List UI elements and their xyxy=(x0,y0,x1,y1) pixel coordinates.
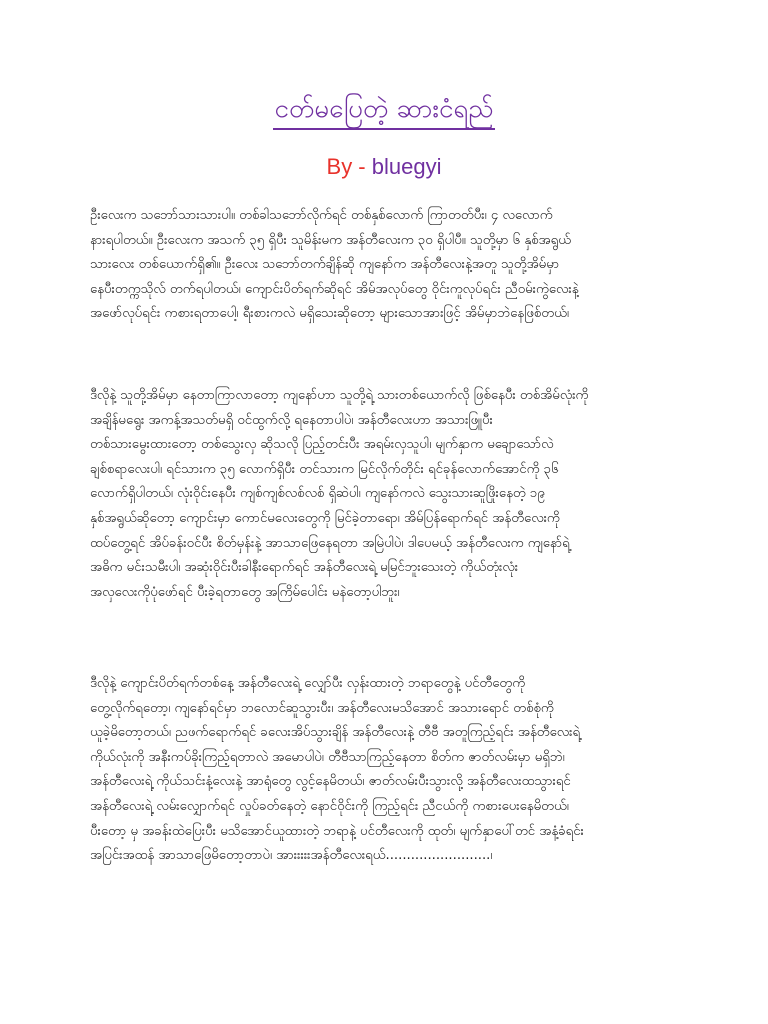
story-paragraph-1: ဦးလေးက သဘော်သားသားပါ။ တစ်ခါသဘော်လိုက်ရင် တစ်နှစ်လောက် ကြာတတ်ပီး၊ ၄ လလောက် နားရပါတယ်။ ဦးလေးက အသက် ၃၅ ရှိပီး သူမိန်းမက အန်တီလေးက ၃၀ ရှိပါပီ။ သူတို့မှာ ၆ နှစ်အရွယ် သားလေး တစ်ယောက်ရှိ၏။ ဦးလေး သဘော်တက်ချိန်ဆို ကျနော်က အန်တီလေးနဲ့အတူ သူတို့အိမ်မှာ နေပီးတက္ကသိုလ် တက်ရပါတယ်၊ ကျောင်းပိတ်ရက်ဆိုရင် အိမ်အလုပ်တွေ ဝိုင်းကူလုပ်ရင်း ညီဝမ်းကွဲလေးနဲ့ အဖော်လုပ်ရင်း ကစားရတာပေါ့၊ ရီးစားကလဲ မရှိသေးဆိုတော့ များသောအားဖြင့် အိမ်မှာဘဲနေဖြစ်တယ်၊ xyxy=(90,208,579,322)
story-title xyxy=(0,92,768,130)
story-paragraph-2: ဒီလိုနဲ့ သူတို့အိမ်မှာ နေတာကြာလာတော့ ကျနော်ဟာ သူတို့ရဲ့ သားတစ်ယောက်လို ဖြစ်နေပီး တစ်အိမ်လုံးကို အချိန်မရွေး အကန့်အသတ်မရှိ ဝင်ထွက်လို့ ရနေတာပါပဲ၊ အန်တီလေးဟာ အသားဖြူပီး တစ်သားမွေးထားတော့ တစ်သွေးလှ ဆိုသလို ပြည့်တင်းပီး အရမ်းလှသူပါ၊ မျက်နှာက မချောသော်လဲ ချစ်စရာလေးပါ၊ ရင်သားက ၃၅ လောက်ရှိပီး တင်သားက မြင်လိုက်တိုင်း ရင်ခုန်လောက်အောင်ကို ၃၆ လောက်ရှိပါတယ်၊ လုံးဝိုင်းနေပီး ကျစ်ကျစ်လစ်လစ် ရှိဆဲပါ၊ ကျနော်ကလဲ သွေးသားဆူဖြိုးနေတဲ့ ၁၉ နှစ်အရွယ်ဆိုတော့ ကျောင်းမှာ ကောင်မလေးတွေကို မြင်ခဲ့တာရော၊ အိမ်ပြန်ရောက်ရင် အန်တီလေးကို ထပ်တွေ့ရင် အိပ်ခန်းဝင်ပီး စိတ်မှန်းနဲ့ အာသာဖြေနေရတာ အမြဲပါပဲ၊ ဒါပေမယ့် အန်တီလေးက ကျနော်ရဲ့ အဓိက မင်းသမီးပါ၊ အဆုံးဝိုင်းပီးခါနီးရောက်ရင် အန်တီလေးရဲ့ မမြင်ဘူးသေးတဲ့ ကိုယ်တုံးလုံး အလှလေးကိုပုံဖော်ရင် ပီးခဲ့ရတာတွေ အကြိမ်ပေါင်း မနဲတော့ပါဘူး၊ xyxy=(90,388,589,600)
author-byline xyxy=(0,152,768,182)
author-name: bluegyi xyxy=(371,154,442,179)
story-title-text: ငတ်မပြေတဲ့ ဆားငံရည် xyxy=(273,92,496,130)
story-paragraph-3: ဒီလိုနဲ့ ကျောင်းပိတ်ရက်တစ်နေ့ အန်တီလေးရဲ့ လျှော်ပီး လှန်းထားတဲ့ ဘရာတွေနဲ့ ပင်တီတွေကို တွေ့လိုက်ရတော့၊ ကျနော်ရင်မှာ ဘလောင်ဆူသွားပီး၊ အန်တီလေးမသိအောင် အသားရောင် တစ်စုံကို ယူခဲ့မိတော့တယ်၊ ညဖက်ရောက်ရင် ခလေးအိပ်သွားချိန် အန်တီလေးနဲ့ တီဗီ အတူကြည့်ရင်း အန်တီလေးရဲ့ ကိုယ်လုံးကို အနီးကပ်ခိုးကြည့်ရတာလဲ အမောပါပဲ၊ တီဗီသာကြည့်နေတာ စိတ်က ဇာတ်လမ်းမှာ မရှိဘဲ၊ အန်တီလေးရဲ့ ကိုယ်သင်းနံ့လေးနဲ့ အာရုံတွေ လွင့်နေမိတယ်၊ ဇာတ်လမ်းပီးသွားလို့ အန်တီလေးထသွားရင် အန်တီလေးရဲ့ လမ်းလျှောက်ရင် လှုပ်ခတ်နေတဲ့ နောင်ဝိုင်းကို ကြည့်ရင်း ညီငယ်ကို ကစားပေးနေမိတယ်၊ ပီးတော့ မှ အခန်းထဲပြေးပီး မသိအောင်ယူထားတဲ့ ဘရာနဲ့ ပင်တီလေးကို ထုတ်၊ မျက်နှာပေါ်တင် အနံ့ခံရင်း အပြင်းအထန် အာသာဖြေမိတော့တာပဲ၊ အားးးးးအန်တီလေးရယ်.........................၊ xyxy=(90,676,584,864)
byline-prefix: By - xyxy=(326,154,372,179)
